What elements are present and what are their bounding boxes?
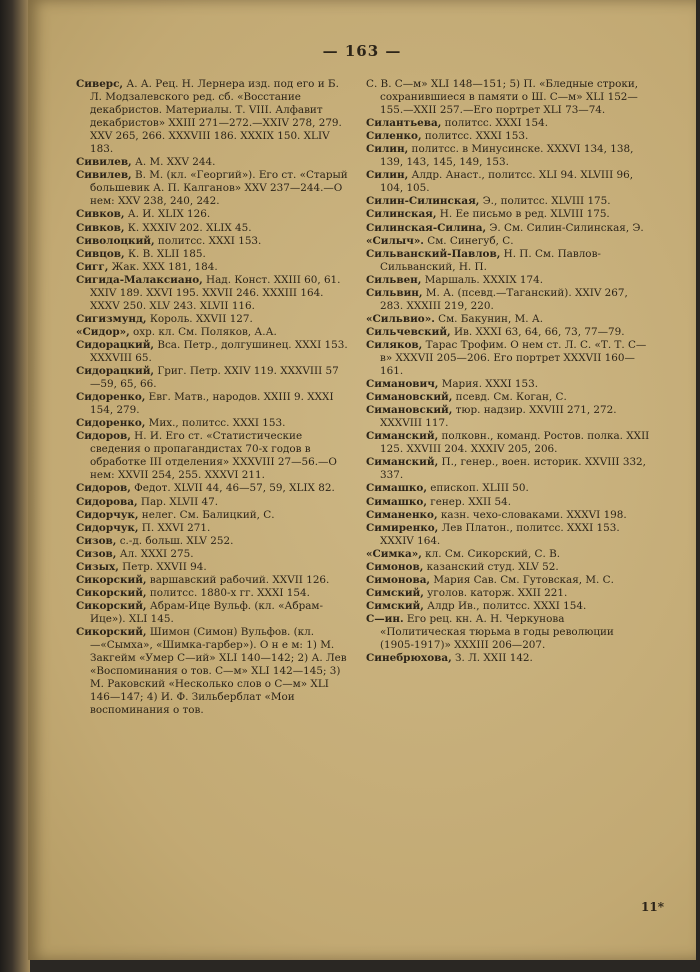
- entry-heading: Сидоров,: [76, 430, 131, 443]
- entry-heading: Сизов,: [76, 534, 117, 547]
- entry-text: Э. См. Силин-Силинская, Э.: [486, 221, 644, 234]
- index-entry: [366, 222, 650, 235]
- entry-text: Над. Конст. XXIII 60, 61. XXIV 189. XXVI 195. XXVII 246. XXXIII 164. XXXV 250. XLV 243. XLVII 116.: [90, 273, 341, 312]
- entry-heading: Симанский,: [366, 430, 439, 443]
- entry-text: с.-д. больш. XLV 252.: [116, 534, 234, 547]
- entry-text: казанский студ. XLV 52.: [423, 560, 559, 573]
- entry-heading: Сильвин,: [366, 286, 423, 299]
- index-entry: [366, 391, 650, 404]
- entry-heading: Сигизмунд,: [76, 312, 147, 325]
- entry-text: политсс. 1880-х гг. XXXI 154.: [146, 586, 310, 599]
- index-entry: [366, 652, 650, 665]
- index-entry: [76, 535, 348, 548]
- entry-heading: Симанский,: [366, 456, 439, 469]
- index-entry: [76, 274, 348, 313]
- page-number: — 163 —: [322, 42, 402, 60]
- entry-text: политсс. XXXI 153.: [421, 130, 529, 143]
- entry-text: З. Л. XXII 142.: [451, 652, 533, 665]
- entry-heading: Сикорский,: [76, 625, 147, 638]
- entry-text: А. А. Рец. Н. Лернера изд. под его и Б. Л. Модзалевского ред. сб. «Восстание декабристов. Материалы. Т. VIII. Алфавит декабристов» XXIII 271—272.—XXIV 278, 279. XXV 265, 266. XXXVIII 186. XXXIX 150. XLIV 183.: [90, 78, 342, 156]
- book-page: [28, 0, 696, 960]
- entry-text: тюр. надзир. XXVIII 271, 272. XXXVIII 117.: [380, 404, 617, 430]
- index-entry: [76, 391, 348, 417]
- entry-heading: Силантьева,: [366, 117, 442, 130]
- entry-text: Н. П. См. Павлов-Сильванский, Н. П.: [380, 247, 601, 273]
- entry-heading: Сиволоцкий,: [76, 234, 155, 247]
- index-entry: [366, 117, 650, 130]
- entry-text: Его рец. кн. А. Н. Черкунова «Политическая тюрьма в годы революции (1905-1917)» XXXIII 206—207.: [380, 612, 614, 652]
- entry-heading: Сильванский-Павлов,: [366, 247, 501, 260]
- entry-text: Григ. Петр. XXIV 119. XXXVIII 57—59, 65, 66.: [90, 365, 339, 391]
- entry-heading: Сикорский,: [76, 573, 147, 586]
- entry-text: Мария Сав. См. Гутовская, М. С.: [430, 573, 614, 586]
- entry-text: Жак. XXX 181, 184.: [108, 260, 218, 273]
- entry-heading: Сидорацкий,: [76, 365, 155, 378]
- index-entry: [76, 169, 348, 208]
- entry-text: Федот. XLVII 44, 46—57, 59, XLIX 82.: [130, 482, 335, 495]
- index-entry: [76, 522, 348, 535]
- entry-text: П. XXVI 271.: [138, 521, 211, 534]
- index-entry: [366, 195, 650, 208]
- entry-heading: Силин-Силинская,: [366, 195, 480, 208]
- entry-heading: Сикорский,: [76, 599, 147, 612]
- index-entry: [366, 143, 650, 169]
- index-entry: [366, 522, 650, 548]
- entry-text: К. В. XLII 185.: [124, 247, 206, 260]
- entry-heading: Сидорчук,: [76, 508, 139, 521]
- entry-text: А. И. XLIX 126.: [124, 208, 211, 221]
- index-entry: [366, 600, 650, 613]
- index-entry: [366, 613, 650, 652]
- entry-heading: Сивилев,: [76, 169, 132, 182]
- entry-text: Абрам-Ице Вульф. (кл. «Абрам-Ице»). XLI 145.: [90, 599, 324, 625]
- entry-heading: Синебрюхова,: [366, 652, 452, 665]
- entry-text: Петр. XXVII 94.: [118, 560, 207, 573]
- entry-text: Евг. Матв., народов. XXIII 9. XXXI 154, 279.: [90, 391, 334, 417]
- index-entry: [366, 274, 650, 287]
- entry-heading: Симанович,: [366, 378, 439, 391]
- entry-heading: Силинская-Силина,: [366, 221, 487, 234]
- entry-heading: Сильвен,: [366, 273, 422, 286]
- index-entry: [76, 261, 348, 274]
- index-entry: [76, 430, 348, 482]
- index-entry: [366, 313, 650, 326]
- index-entry: [76, 208, 348, 221]
- index-entry: [76, 561, 348, 574]
- book-binding: [0, 0, 30, 972]
- entry-text: Ив. XXXI 63, 64, 66, 73, 77—79.: [450, 325, 625, 338]
- entry-text: Н. И. Его ст. «Статистические сведения о пропагандистах 70-х годов в обработке III отделения» XXXVIII 27—56.—О нем: XXVII 254, 255. XXXVI 211.: [90, 430, 337, 482]
- entry-text: Алдр Ив., политсс. XXXI 154.: [423, 599, 587, 612]
- entry-text: Пар. XLVII 47.: [137, 495, 219, 508]
- entry-heading: Симановский,: [366, 404, 453, 417]
- entry-text: Маршаль. XXXIX 174.: [421, 273, 544, 286]
- index-entry: [366, 78, 650, 117]
- entry-heading: Сивилев,: [76, 156, 132, 169]
- index-entry: [76, 496, 348, 509]
- entry-heading: «Сидор»,: [76, 325, 130, 338]
- index-entry: [366, 548, 650, 561]
- entry-text: политсс. в Минусинске. XXXVI 134, 138, 139, 143, 145, 149, 153.: [380, 143, 634, 169]
- entry-text: К. XXXIV 202. XLIX 45.: [124, 221, 252, 234]
- entry-text: кл. См. Сикорский, С. В.: [421, 547, 561, 560]
- index-entry: [366, 208, 650, 221]
- entry-heading: Симашко,: [366, 482, 427, 495]
- entry-heading: Сидоренко,: [76, 417, 146, 430]
- entry-text: П., генер., воен. историк. XXVIII 332, 337.: [380, 456, 646, 482]
- index-entry: [366, 130, 650, 143]
- entry-heading: Симаненко,: [366, 508, 438, 521]
- index-entry: [76, 235, 348, 248]
- entry-heading: Силяков,: [366, 338, 423, 351]
- entry-heading: Симашко,: [366, 495, 427, 508]
- entry-text: политсс. XXXI 154.: [441, 117, 549, 130]
- index-entry: [76, 365, 348, 391]
- entry-text: Ал. XXXI 275.: [116, 547, 194, 560]
- entry-heading: Сигида-Малаксиано,: [76, 273, 203, 286]
- index-entry: [76, 587, 348, 600]
- index-entry: [366, 574, 650, 587]
- entry-heading: Симонова,: [366, 573, 431, 586]
- entry-text: Вса. Петр., долгушинец. XXXI 153. XXXVIII 65.: [90, 338, 348, 364]
- entry-heading: Симский,: [366, 586, 424, 599]
- entry-heading: Силинская,: [366, 208, 437, 221]
- entry-text: С. В. С—м» XLI 148—151; 5) П. «Бледные строки, сохранившиеся в памяти о Ш. С—м» XLI 152—155.—XXII 257.—Его портрет XLI 73—74.: [366, 78, 639, 117]
- index-entry: [366, 456, 650, 482]
- entry-heading: Сигг,: [76, 260, 109, 273]
- index-entry: [76, 313, 348, 326]
- entry-heading: Сиверс,: [76, 78, 124, 90]
- entry-text: М. А. (псевд.—Таганский). XXIV 267, 283. XXXIII 219, 220.: [380, 286, 628, 312]
- index-entry: [366, 404, 650, 430]
- entry-heading: С—ин.: [366, 612, 404, 625]
- entry-text: политсс. XXXI 153.: [154, 234, 262, 247]
- entry-heading: Сидоров,: [76, 482, 131, 495]
- index-entry: [366, 248, 650, 274]
- index-entry: [76, 574, 348, 587]
- entry-text: псевд. См. Коган, С.: [452, 391, 567, 404]
- entry-text: полковн., команд. Ростов. полка. XXII 125. XXVIII 204. XXXIV 205, 206.: [380, 430, 650, 456]
- entry-text: нелег. См. Балицкий, С.: [138, 508, 275, 521]
- index-entry: [366, 561, 650, 574]
- entry-heading: «Сильвио».: [366, 312, 435, 325]
- entry-text: уголов. каторж. XXII 221.: [423, 586, 568, 599]
- entry-heading: Сивков,: [76, 221, 125, 234]
- left-column: [76, 78, 348, 717]
- entry-text: Алдр. Анаст., политсс. XLI 94. XLVIII 96, 104, 105.: [380, 169, 634, 195]
- entry-text: генер. XXII 54.: [426, 495, 512, 508]
- entry-text: См. Бакунин, М. А.: [434, 312, 544, 325]
- entry-heading: Сидорчук,: [76, 521, 139, 534]
- entry-heading: «Симка»,: [366, 547, 422, 560]
- index-entry: [76, 156, 348, 169]
- entry-text: казн. чехо-словаками. XXXVI 198.: [437, 508, 627, 521]
- index-entry: [76, 482, 348, 495]
- entry-heading: Сидоренко,: [76, 391, 146, 404]
- entry-heading: Сизых,: [76, 560, 119, 573]
- entry-text: Н. Ее письмо в ред. XLVIII 175.: [436, 208, 610, 221]
- printer-signature: 11*: [641, 900, 664, 914]
- entry-text: Мих., политсс. XXXI 153.: [145, 417, 286, 430]
- index-entry: [366, 287, 650, 313]
- entry-heading: Сивцов,: [76, 247, 125, 260]
- entry-heading: Сикорский,: [76, 586, 147, 599]
- entry-text: Король. XXVII 127.: [146, 312, 253, 325]
- entry-text: охр. кл. См. Поляков, А.А.: [129, 325, 277, 338]
- entry-text: епископ. XLIII 50.: [426, 482, 529, 495]
- entry-text: Мария. XXXI 153.: [438, 378, 539, 391]
- entry-text: А. М. XXV 244.: [131, 156, 216, 169]
- index-entry: [76, 222, 348, 235]
- index-entry: [76, 600, 348, 626]
- entry-heading: Сивков,: [76, 208, 125, 221]
- entry-text: Шимон (Симон) Вульфов. (кл.—«Сымха», «Шимка-гарбер»). О н е м: 1) М. Закгейм «Умер С—ий» XLI 140—142; 2) А. Лев «Воспоминания о тов. С—м» XLI 142—145; 3) М. Раковский «Несколько слов о С—м» XLI 146—147; 4) И. Ф. Зильберблат «Мои воспоминания о тов.: [90, 625, 347, 717]
- entry-heading: Сидорова,: [76, 495, 138, 508]
- entry-heading: Симский,: [366, 599, 424, 612]
- index-entry: [366, 482, 650, 495]
- right-column: [366, 78, 650, 665]
- entry-heading: Симановский,: [366, 391, 453, 404]
- entry-heading: Сизов,: [76, 547, 117, 560]
- index-entry: [76, 548, 348, 561]
- entry-heading: Силин,: [366, 143, 409, 156]
- entry-heading: Симиренко,: [366, 521, 439, 534]
- index-entry: [366, 496, 650, 509]
- entry-heading: Сидорацкий,: [76, 338, 155, 351]
- entry-heading: Сильчевский,: [366, 325, 451, 338]
- entry-text: См. Синегуб, С.: [423, 234, 514, 247]
- entry-text: Э., политсс. XLVIII 175.: [479, 195, 611, 208]
- index-entry: [366, 339, 650, 378]
- entry-heading: «Силыч».: [366, 234, 424, 247]
- index-entry: [366, 587, 650, 600]
- index-entry: [366, 326, 650, 339]
- entry-heading: Силенко,: [366, 130, 422, 143]
- entry-text: варшавский рабочий. XXVII 126.: [146, 573, 330, 586]
- entry-text: Лев Платон., политсс. XXXI 153. XXXIV 164.: [380, 521, 620, 547]
- index-entry: [76, 78, 348, 156]
- index-entry: [366, 430, 650, 456]
- entry-heading: Симонов,: [366, 560, 424, 573]
- index-entry: [366, 378, 650, 391]
- index-entry: [366, 235, 650, 248]
- index-entry: [76, 339, 348, 365]
- entry-heading: Силин,: [366, 169, 409, 182]
- index-entry: [76, 509, 348, 522]
- index-entry: [76, 248, 348, 261]
- entry-text: В. М. (кл. «Георгий»). Его ст. «Старый большевик А. П. Калганов» XXV 237—244.—О нем: XXV 238, 240, 242.: [90, 169, 348, 208]
- index-entry: [76, 417, 348, 430]
- entry-text: Тарас Трофим. О нем ст. Л. С. «Т. Т. С—в» XXXVII 205—206. Его портрет XXXVII 160—161.: [380, 338, 647, 378]
- index-entry: [76, 326, 348, 339]
- index-entry: [366, 509, 650, 522]
- index-entry: [76, 626, 348, 717]
- index-entry: [366, 169, 650, 195]
